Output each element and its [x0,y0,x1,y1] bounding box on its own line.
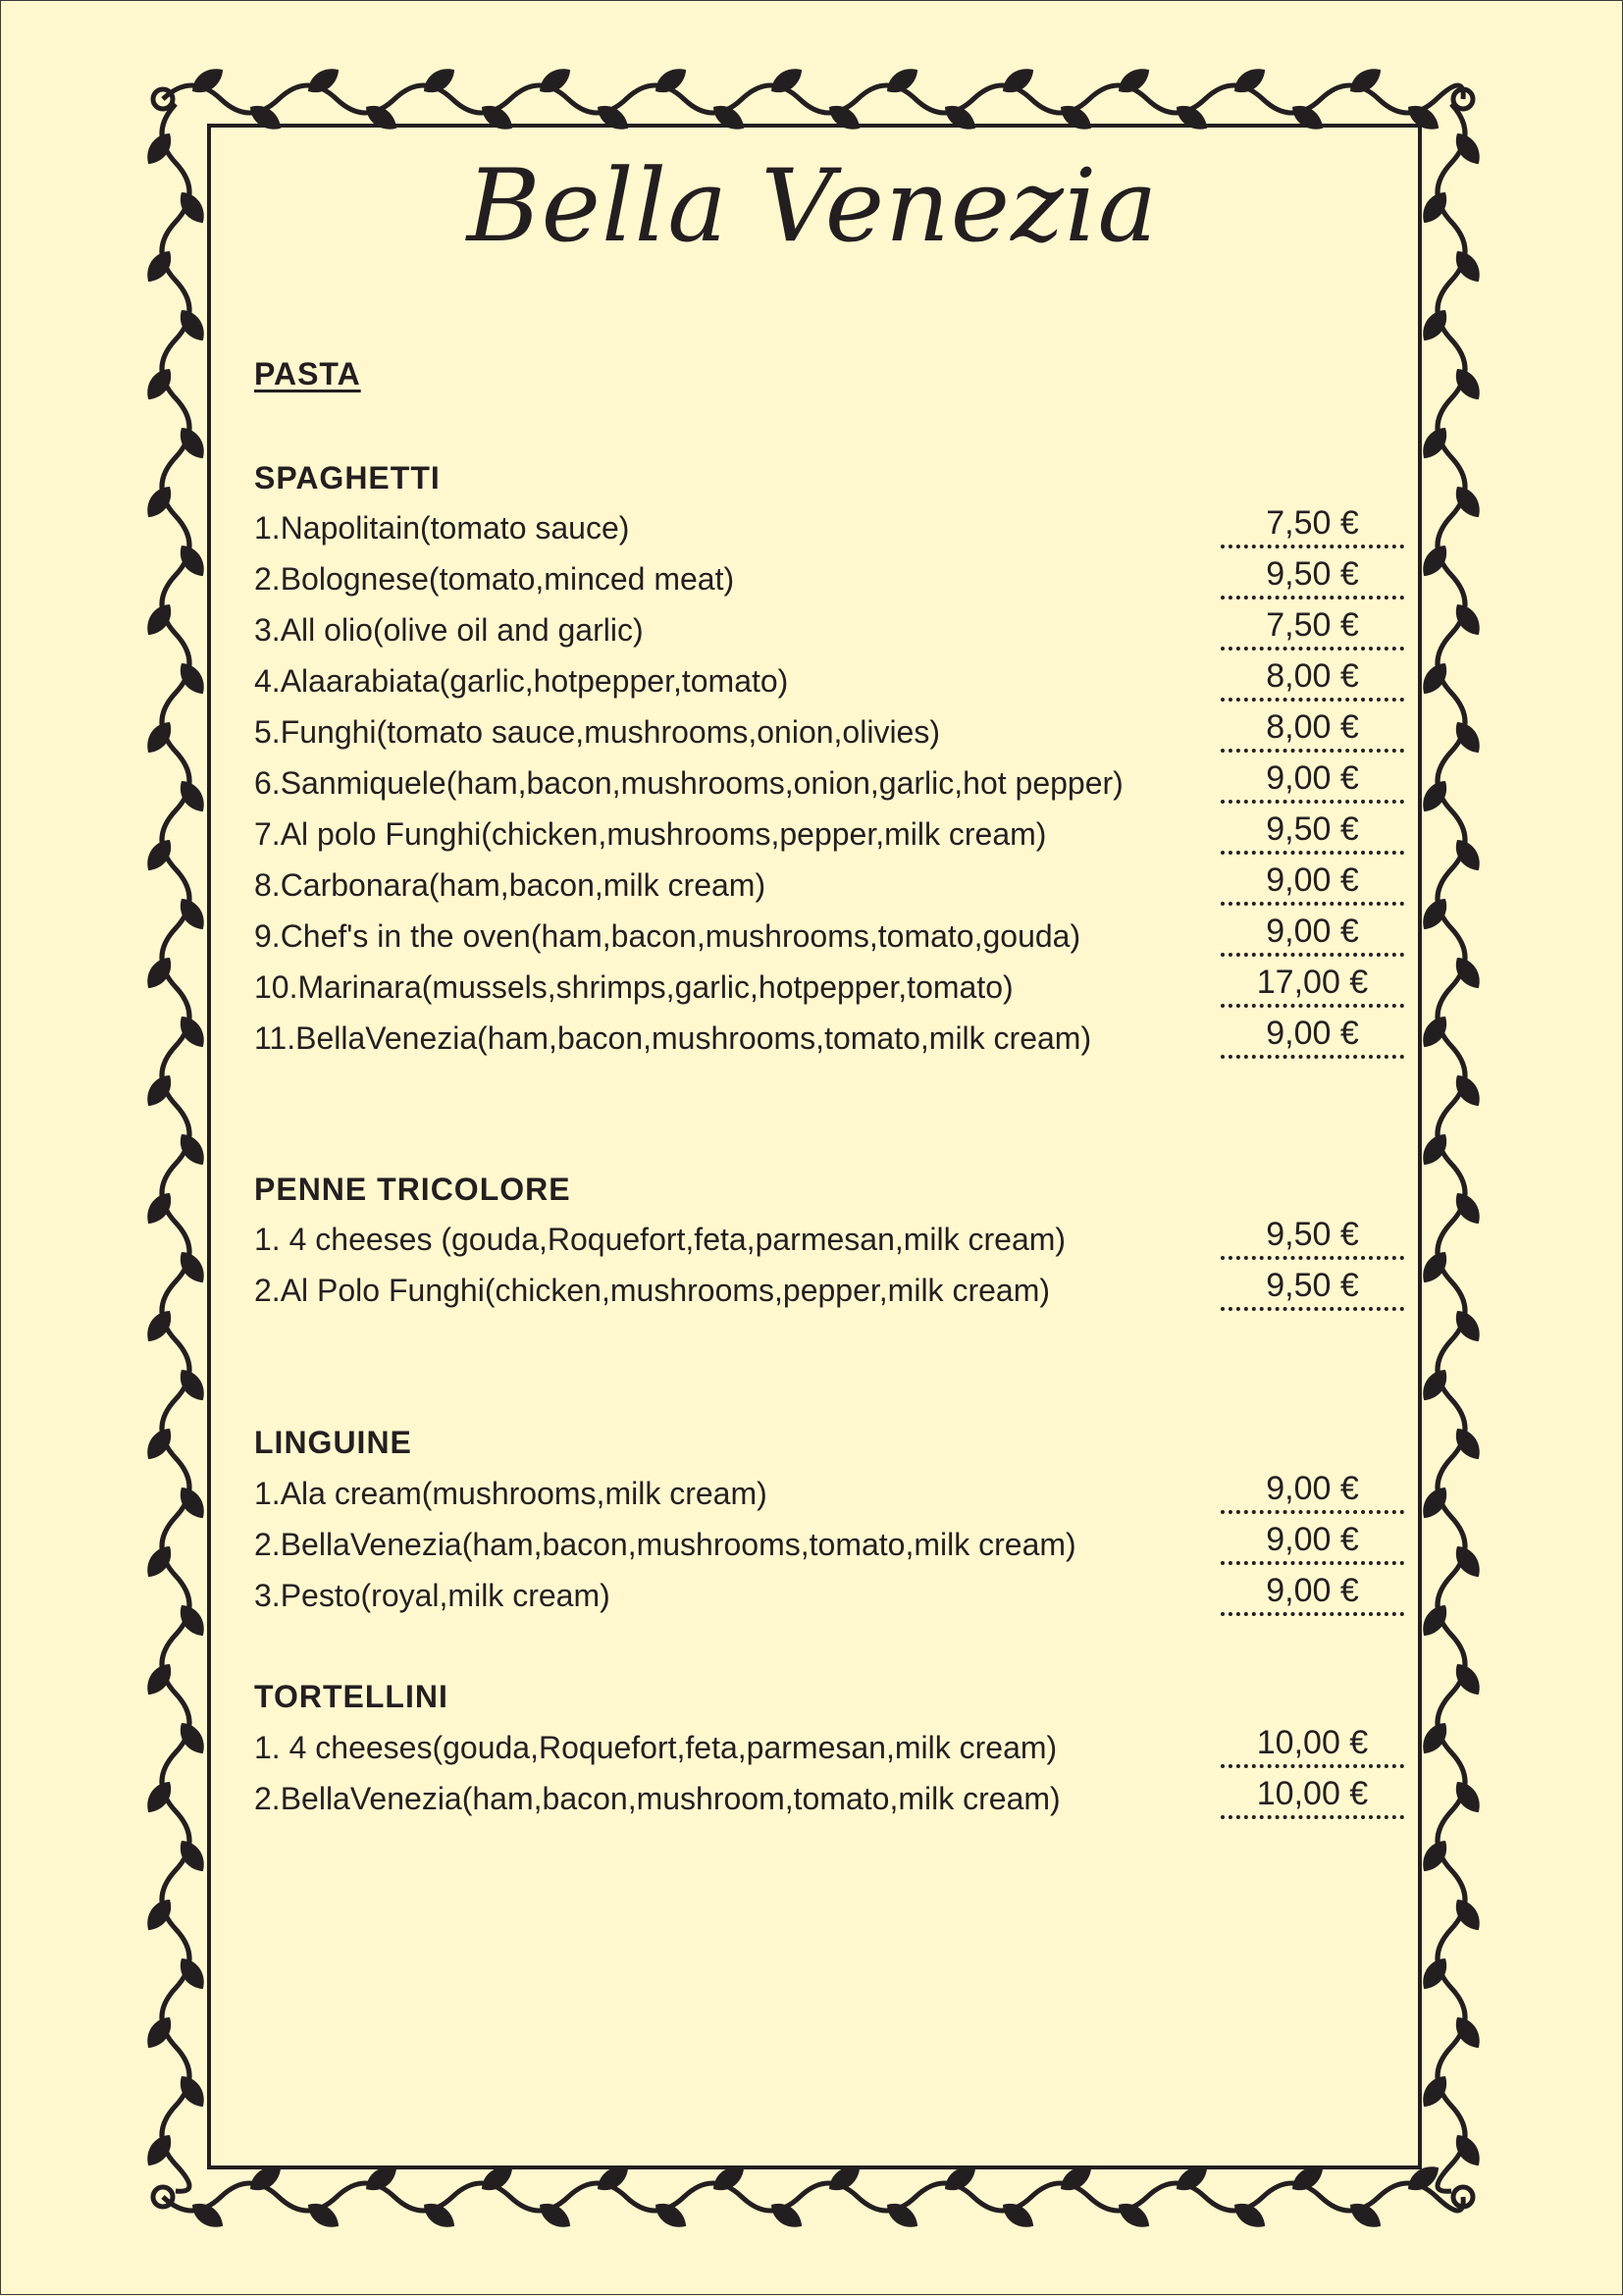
menu-item [254,1775,1404,1832]
menu-item [254,708,1404,765]
dot-leader [1221,1815,1404,1819]
item-price: 17,00 € [1256,964,1369,1001]
menu-item [254,555,1404,612]
menu-item [254,1267,1404,1324]
dot-leader [1221,647,1404,651]
item-price: 9,50 € [1266,810,1359,848]
item-price: 8,00 € [1266,657,1359,695]
dot-leader [1221,800,1404,804]
item-price: 9,00 € [1266,913,1359,950]
dot-leader [1221,1510,1404,1514]
item-price: 9,00 € [1266,1015,1359,1052]
dot-leader [1221,1256,1404,1260]
item-price: 7,50 € [1266,606,1359,644]
item-name: 1. 4 cheeses(gouda,Roquefort,feta,parmesan,milk cream) [254,1730,1058,1765]
dot-leader [1221,902,1404,906]
menu-item [254,1572,1404,1629]
item-price: 7,50 € [1266,504,1359,542]
dot-leader [1221,749,1404,753]
item-name: 3.All olio(olive oil and garlic) [254,612,644,648]
menu-item [254,861,1404,918]
menu-item [254,964,1404,1020]
item-price: 9,00 € [1266,1572,1359,1609]
menu-item [254,504,1404,561]
item-price: 9,50 € [1266,555,1359,593]
item-name: 2.Al Polo Funghi(chicken,mushrooms,pepper,milk cream) [254,1273,1050,1308]
dot-leader [1221,1561,1404,1565]
leafy-vine-border-icon [1,1,1623,2296]
dot-leader [1221,1307,1404,1311]
dot-leader [1221,698,1404,702]
restaurant-title: Bella Venezia [466,148,1159,265]
item-name: 3.Pesto(royal,milk cream) [254,1578,610,1613]
menu-item [254,1216,1404,1273]
item-price: 10,00 € [1256,1724,1369,1761]
menu-item [254,810,1404,867]
item-price: 9,00 € [1266,1521,1359,1558]
dot-leader [1221,953,1404,957]
item-name: 7.Al polo Funghi(chicken,mushrooms,pepper,milk cream) [254,816,1047,852]
item-price: 9,00 € [1266,759,1359,797]
menu-item [254,1724,1404,1781]
menu-item [254,1470,1404,1527]
item-name: 1.Napolitain(tomato sauce) [254,510,630,546]
section-title-spaghetti: SPAGHETTI [254,460,441,496]
item-price: 9,50 € [1266,1267,1359,1304]
item-name: 5.Funghi(tomato sauce,mushrooms,onion,olivies) [254,714,940,750]
item-price: 9,50 € [1266,1216,1359,1253]
menu-item [254,1521,1404,1578]
item-name: 9.Chef's in the oven(ham,bacon,mushrooms,tomato,gouda) [254,918,1081,954]
menu-item [254,913,1404,969]
item-name: 10.Marinara(mussels,shrimps,garlic,hotpepper,tomato) [254,969,1014,1005]
item-name: 2.BellaVenezia(ham,bacon,mushroom,tomato,milk cream) [254,1781,1061,1816]
item-price: 9,00 € [1266,1470,1359,1507]
item-price: 8,00 € [1266,708,1359,746]
section-title-penne-tricolore: PENNE TRICOLORE [254,1172,571,1207]
section-title-tortellini: TORTELLINI [254,1679,448,1714]
dot-leader [1221,1055,1404,1059]
menu-item [254,657,1404,714]
dot-leader [1221,545,1404,548]
dot-leader [1221,1764,1404,1768]
menu-item [254,1015,1404,1071]
item-name: 8.Carbonara(ham,bacon,milk cream) [254,867,766,903]
item-name: 2.BellaVenezia(ham,bacon,mushrooms,tomato,milk cream) [254,1527,1076,1562]
dot-leader [1221,1004,1404,1008]
item-name: 1.Ala cream(mushrooms,milk cream) [254,1476,767,1511]
item-name: 6.Sanmiquele(ham,bacon,mushrooms,onion,garlic,hot pepper) [254,765,1124,801]
item-name: 1. 4 cheeses (gouda,Roquefort,feta,parmesan,milk cream) [254,1222,1067,1257]
menu-heading: PASTA [254,356,361,391]
menu-item [254,759,1404,816]
section-title-linguine: LINGUINE [254,1425,412,1460]
dot-leader [1221,1612,1404,1616]
item-name: 2.Bolognese(tomato,minced meat) [254,561,735,597]
item-name: 11.BellaVenezia(ham,bacon,mushrooms,tomato,milk cream) [254,1020,1092,1056]
item-price: 9,00 € [1266,861,1359,899]
dot-leader [1221,851,1404,855]
dot-leader [1221,596,1404,600]
item-price: 10,00 € [1256,1775,1369,1812]
menu-item [254,606,1404,663]
item-name: 4.Alaarabiata(garlic,hotpepper,tomato) [254,663,789,699]
